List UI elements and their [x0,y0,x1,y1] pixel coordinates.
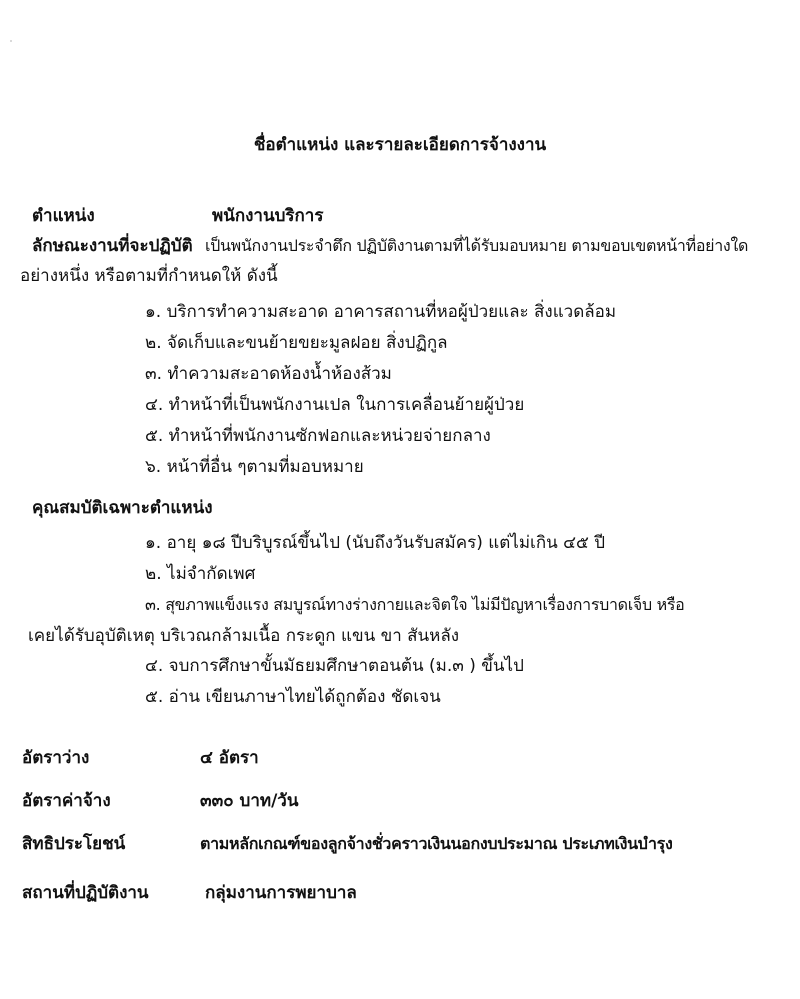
qualification-item: ๕. อ่าน เขียนภาษาไทยได้ถูกต้อง ชัดเจน [145,687,441,707]
job-duty-item: ๖. หน้าที่อื่น ๆตามที่มอบหมาย [145,457,364,477]
qualification-item: ๓. สุขภาพแข็งแรง สมบูรณ์ทางร่างกายและจิตใจ ไม่มีปัญหาเรื่องการบาดเจ็บ หรือ [145,595,685,614]
qualifications-label: คุณสมบัติเฉพาะตำแหน่ง [32,498,213,518]
vacancies-value: ๔ อัตรา [200,748,259,768]
workplace-value: กลุ่มงานการพยาบาล [205,883,357,903]
document-title: ชื่อตำแหน่ง และรายละเอียดการจ้างงาน [253,135,547,155]
scan-speck [10,40,12,42]
qualification-item: ๔. จบการศึกษาขั้นมัธยมศึกษาตอนต้น (ม.๓ ) ขึ้นไป [145,656,524,676]
job-duty-item: ๔. ทำหน้าที่เป็นพนักงานเปล ในการเคลื่อนย้ายผู้ป่วย [145,395,525,415]
qualification-item-continuation: เคยได้รับอุบัติเหตุ บริเวณกล้ามเนื้อ กระดูก แขน ขา สันหลัง [28,626,460,646]
position-value: พนักงานบริการ [212,206,324,226]
vacancies-label: อัตราว่าง [22,748,90,768]
job-description-text-line1: เป็นพนักงานประจำตึก ปฏิบัติงานตามที่ได้รับมอบหมาย ตามขอบเขตหน้าที่อย่างใด [205,236,749,255]
benefits-label: สิทธิประโยชน์ [22,834,126,854]
job-duty-item: ๑. บริการทำความสะอาด อาคารสถานที่หอผู้ป่วยและ สิ่งแวดล้อม [145,302,617,322]
qualification-item: ๑. อายุ ๑๘ ปีบริบูรณ์ขึ้นไป (นับถึงวันรับสมัคร) แต่ไม่เกิน ๔๕ ปี [145,533,606,553]
job-duty-item: ๒. จัดเก็บและขนย้ายขยะมูลฝอย สิ่งปฏิกูล [145,333,448,353]
benefits-value: ตามหลักเกณฑ์ของลูกจ้างชั่วคราวเงินนอกงบประมาณ ประเภทเงินบำรุง [200,834,673,853]
job-description-label: ลักษณะงานที่จะปฏิบัติ [32,236,193,256]
workplace-label: สถานที่ปฏิบัติงาน [22,883,149,903]
wage-value: ๓๓๐ บาท/วัน [200,791,299,811]
job-description-text-line2: อย่างหนึ่ง หรือตามที่กำหนดให้ ดังนี้ [20,266,278,286]
position-label: ตำแหน่ง [32,206,95,226]
job-duty-item: ๕. ทำหน้าที่พนักงานซักฟอกและหน่วยจ่ายกลาง [145,426,491,446]
qualification-item: ๒. ไม่จำกัดเพศ [145,564,256,584]
wage-label: อัตราค่าจ้าง [22,791,111,811]
job-duty-item: ๓. ทำความสะอาดห้องน้ำห้องส้วม [145,364,392,384]
